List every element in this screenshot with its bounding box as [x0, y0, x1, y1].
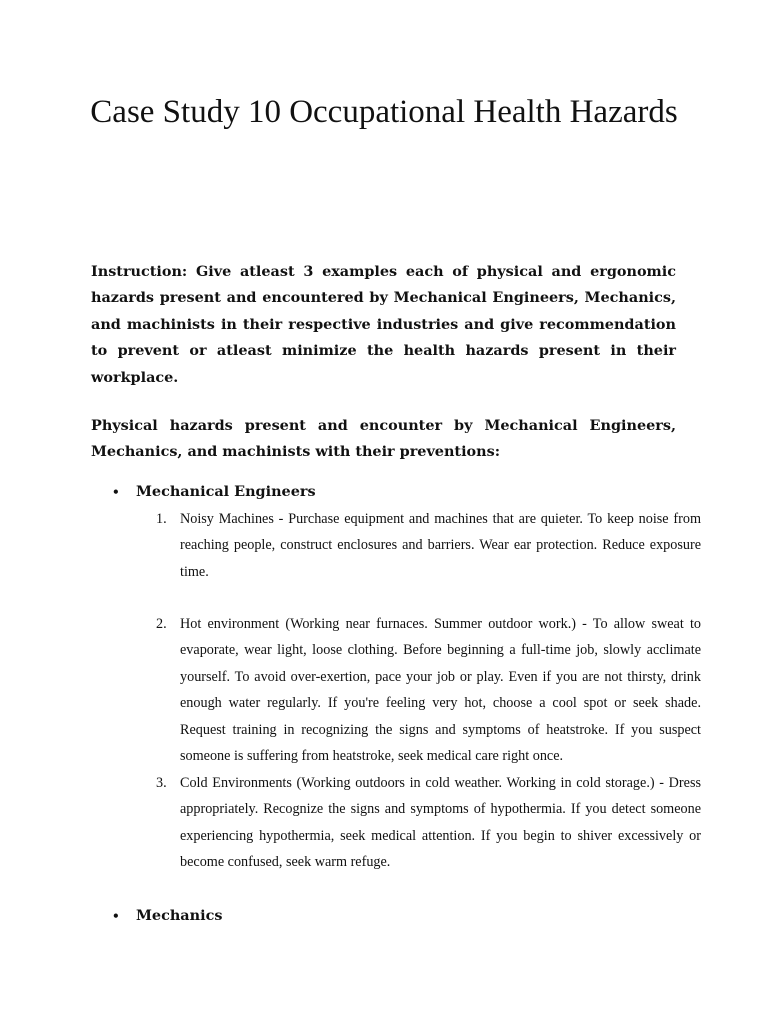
section-heading-label: Mechanical Engineers [136, 483, 316, 500]
section-heading-label: Mechanics [136, 907, 223, 924]
instruction-paragraph: Instruction: Give atleast 3 examples each of physical and ergonomic hazards present and encountered by Mechanical Engineers, Mechanics, and machinists in their respective industries and give recommendation to prevent or atleast minimize the health hazards present in their workplace. [91, 263, 676, 386]
list-item [156, 611, 701, 769]
list-item [156, 770, 701, 876]
list-item-text: Cold Environments (Working outdoors in cold weather. Working in cold storage.) - Dress appropriately. Recognize the signs and symptoms of hypothermia. If you detect someone experiencing hypothermia, seek medical attention. If you begin to shiver excessively or become confused, seek warm refuge. [180, 775, 701, 871]
list-item-number: 1. [156, 511, 167, 527]
list-item [156, 506, 701, 585]
intro-paragraph: Physical hazards present and encounter by Mechanical Engineers, Mechanics, and machinists with their preventions: [91, 417, 676, 461]
list-item-text: Noisy Machines - Purchase equipment and machines that are quieter. To keep noise from reaching people, construct enclosures and barriers. Wear ear protection. Reduce exposure time. [180, 511, 701, 580]
bullet-icon: • [112, 485, 120, 499]
list-item-text: Hot environment (Working near furnaces. Summer outdoor work.) - To allow sweat to evaporate, wear light, loose clothing. Before beginning a full-time job, slowly acclimate yourself. To avoid over-exertion, pace your job or play. Even if you are not thirsty, drink enough water regularly. If you're feeling very hot, choose a cool spot or seek shade. Request training in recognizing the signs and symptoms of heatstroke. If you suspect someone is suffering from heatstroke, seek medical care right once. [180, 616, 701, 765]
list-item-number: 2. [156, 616, 167, 632]
bullet-icon: • [112, 909, 120, 923]
page-title: Case Study 10 Occupational Health Hazards [90, 94, 678, 130]
list-item-number: 3. [156, 775, 167, 791]
